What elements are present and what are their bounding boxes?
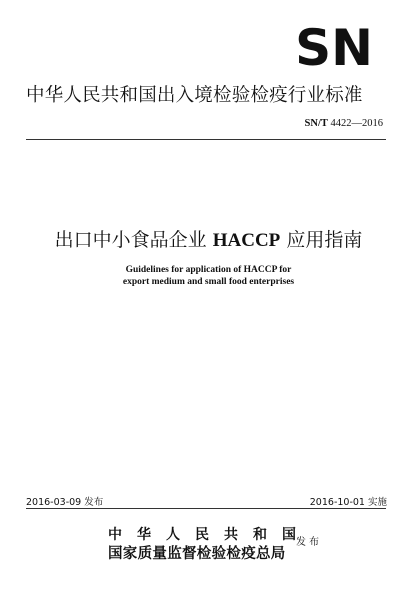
implementation-date: 2016-10-01 实施 xyxy=(309,497,387,508)
title-chinese xyxy=(0,225,417,252)
title-cn-latin: HACCP xyxy=(212,230,281,251)
bottom-divider xyxy=(26,508,386,509)
issuer-char: 中 xyxy=(108,527,122,543)
sn-logo-text: SN xyxy=(295,26,373,68)
issuer-char: 共 xyxy=(224,527,238,543)
title-english-line1: Guidelines for application of HACCP for xyxy=(125,265,292,275)
issuer-char: 华 xyxy=(137,527,151,543)
title-cn-part2: 应用指南 xyxy=(286,229,363,251)
standard-number xyxy=(305,118,383,129)
standard-classification: 中华人民共和国出入境检验检疫行业标准 xyxy=(26,85,363,106)
issuer-agency: 国家质量监督检验检疫总局 xyxy=(108,545,286,562)
issuer-char: 和 xyxy=(253,527,267,543)
sn-logo xyxy=(283,26,385,68)
issue-date: 2016-03-09 发布 xyxy=(26,497,104,508)
standard-code: SN/T xyxy=(304,118,328,129)
issuer-country xyxy=(108,524,296,544)
issuer-char: 国 xyxy=(282,527,296,543)
standard-number-value: 4422—2016 xyxy=(330,118,383,129)
title-cn-part1: 出口中小食品企业 xyxy=(54,229,207,251)
issue-action-label: 发布 xyxy=(296,537,322,548)
title-english-line2: export medium and small food enterprises xyxy=(122,277,295,287)
top-divider xyxy=(26,139,386,140)
issuer-char: 人 xyxy=(166,527,180,543)
issuer-char: 民 xyxy=(195,527,209,543)
